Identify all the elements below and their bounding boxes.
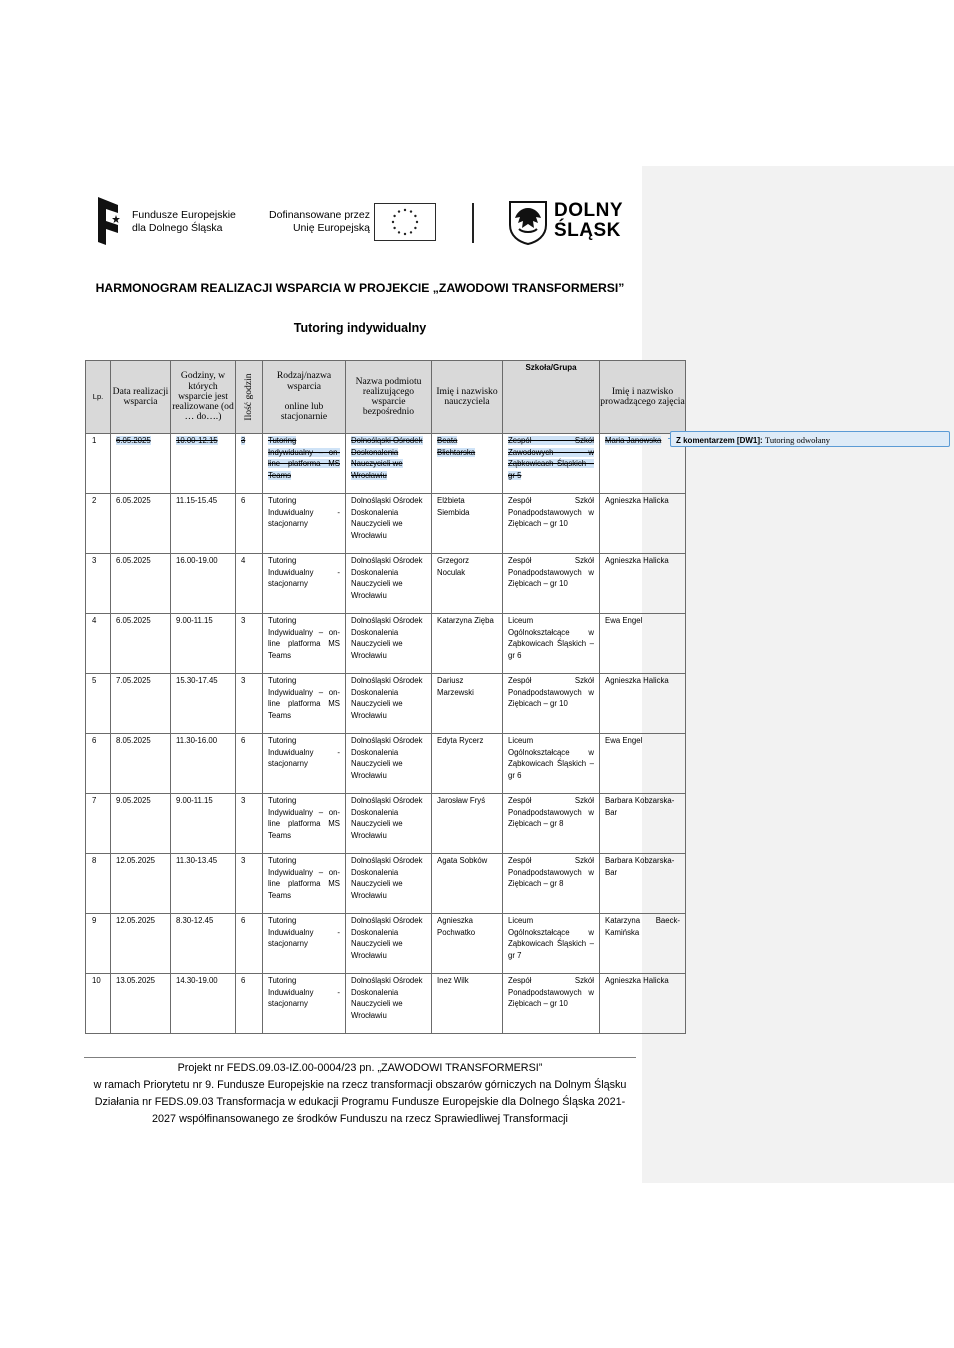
- table-row: [86, 794, 686, 854]
- cell-ilosc: 3: [236, 854, 263, 914]
- cell-nauczyciel: Agata Sobków: [432, 854, 503, 914]
- header-godziny: Godziny, w których wsparcie jest realizowane (od … do….): [171, 361, 236, 434]
- document-title: HARMONOGRAM REALIZACJI WSPARCIA W PROJEKCIE „ZAWODOWI TRANSFORMERSI”: [95, 281, 625, 295]
- table-row: [86, 854, 686, 914]
- cell-rodzaj: Tutoring Induwidualny - stacjonarny: [263, 494, 346, 554]
- cell-lp: 10: [86, 974, 111, 1034]
- table-row: [86, 974, 686, 1034]
- cell-podmiot: Dolnośląski Ośrodek Doskonalenia Nauczycieli we Wrocławiu: [346, 734, 432, 794]
- table-row: [86, 914, 686, 974]
- cell-nauczyciel: Jarosław Fryś: [432, 794, 503, 854]
- cell-data: 6.05.2025: [111, 614, 171, 674]
- cell-szkola: Zespół Szkół Ponadpodstawowych w Ziębicach – gr 8: [503, 794, 600, 854]
- dolny-slask-logo: [508, 199, 638, 247]
- header-nauczyciel: Imię i nazwisko nauczyciela: [432, 361, 503, 434]
- cell-godziny: [171, 434, 236, 494]
- cell-lp: [86, 434, 111, 494]
- cell-ilosc: 3: [236, 794, 263, 854]
- footer-line4: 2027 współfinansowanego ze środków Funduszu na rzecz Sprawiedliwej Transformacji: [152, 1113, 568, 1125]
- cell-ilosc: 3: [236, 614, 263, 674]
- fe-line1: Fundusze Europejskie: [132, 209, 236, 221]
- cell-prowadzacy: Agnieszka Halicka: [600, 974, 686, 1034]
- cell-ilosc: 6: [236, 974, 263, 1034]
- cell-szkola-text: Zespół Szkół Zawodowych w Ząbkowicach Śląskich – gr 5: [508, 436, 594, 480]
- header-data: Data realizacji wsparcia: [111, 361, 171, 434]
- cell-szkola: Zespół Szkół Ponadpodstawowych w Ziębicach – gr 10: [503, 974, 600, 1034]
- document-subtitle: Tutoring indywidualny: [293, 321, 427, 335]
- comment-balloon[interactable]: [670, 431, 950, 447]
- cell-data: 7.05.2025: [111, 674, 171, 734]
- table-row: [86, 674, 686, 734]
- cell-ilosc: 3: [236, 674, 263, 734]
- footer-line3: Działania nr FEDS.09.03 Transformacja w edukacji Programu Fundusze Europejskie dla Dolnego Śląska 2021-: [94, 1096, 626, 1108]
- eu-flag-icon: [374, 203, 436, 241]
- footer-divider: [84, 1057, 636, 1058]
- cell-prowadzacy-text: Maria Janowska: [605, 436, 662, 445]
- cell-lp-text: 1: [92, 436, 97, 445]
- cell-prowadzacy: Agnieszka Halicka: [600, 554, 686, 614]
- schedule-table: [85, 360, 686, 1034]
- cell-ilosc-text: 3: [241, 436, 246, 445]
- cell-lp: 9: [86, 914, 111, 974]
- cell-podmiot: Dolnośląski Ośrodek Doskonalenia Nauczycieli we Wrocławiu: [346, 914, 432, 974]
- cell-data: 8.05.2025: [111, 734, 171, 794]
- header-ilosc: [236, 361, 263, 434]
- cell-godziny: 11.30-16.00: [171, 734, 236, 794]
- cell-rodzaj: Tutoring Induwidualny - stacjonarny: [263, 734, 346, 794]
- cell-podmiot: Dolnośląski Ośrodek Doskonalenia Nauczycieli we Wrocławiu: [346, 614, 432, 674]
- cell-data: 9.05.2025: [111, 794, 171, 854]
- cell-szkola: Liceum Ogólnokształcące w Ząbkowicach Śląskich – gr 7: [503, 914, 600, 974]
- cell-godziny: 11.15-15.45: [171, 494, 236, 554]
- cell-podmiot: Dolnośląski Ośrodek Doskonalenia Nauczycieli we Wrocławiu: [346, 674, 432, 734]
- footer: [84, 1060, 636, 1128]
- eu-line2: Unię Europejską: [292, 222, 370, 234]
- cell-data: 12.05.2025: [111, 854, 171, 914]
- header-rodzaj: Rodzaj/nazwa wsparcia online lub stacjonarnie: [263, 361, 346, 434]
- eu-line1: Dofinansowane przez: [269, 209, 370, 221]
- cell-rodzaj: [263, 434, 346, 494]
- table-row: [86, 554, 686, 614]
- cell-lp: 2: [86, 494, 111, 554]
- cell-nauczyciel: Grzegorz Noculak: [432, 554, 503, 614]
- header-lp: Lp.: [86, 361, 111, 434]
- logo-divider: [472, 203, 474, 243]
- footer-line2: w ramach Priorytetu nr 9. Fundusze Europejskie na rzecz transformacji obszarów górniczych na Dolnym Śląsku: [93, 1079, 627, 1091]
- cell-nauczyciel: Edyta Rycerz: [432, 734, 503, 794]
- header-prowadzacy: Imię i nazwisko prowadzącego zajęcia: [600, 361, 686, 434]
- table-row: [86, 734, 686, 794]
- cell-szkola: Liceum Ogólnokształcące w Ząbkowicach Śląskich – gr 6: [503, 614, 600, 674]
- cell-rodzaj-text: Tutoring Indywidualny – on-line platforma MS Teams: [268, 436, 340, 480]
- cell-rodzaj: Tutoring Indywidualny – on-line platforma MS Teams: [263, 614, 346, 674]
- cell-rodzaj: Tutoring Indywidualny – on-line platforma MS Teams: [263, 674, 346, 734]
- cell-data: 13.05.2025: [111, 974, 171, 1034]
- cell-nauczyciel: Elżbieta Siembida: [432, 494, 503, 554]
- cell-data: [111, 434, 171, 494]
- footer-line1: Projekt nr FEDS.09.03-IZ.00-0004/23 pn. „ZAWODOWI TRANSFORMERSI”: [177, 1062, 543, 1074]
- cell-godziny: 11.30-13.45: [171, 854, 236, 914]
- cell-podmiot: [346, 434, 432, 494]
- cell-szkola: [503, 434, 600, 494]
- eagle-crest-icon: [508, 199, 548, 245]
- cell-lp: 7: [86, 794, 111, 854]
- cell-lp: 3: [86, 554, 111, 614]
- cell-rodzaj: Tutoring Indywidualny – on-line platforma MS Teams: [263, 854, 346, 914]
- fe-flag-icon: [96, 195, 126, 247]
- eu-logo: [262, 203, 436, 243]
- comment-label: Z komentarzem [DW1]:: [676, 436, 763, 445]
- header-podmiot: Nazwa podmiotu realizującego wsparcie bezpośrednio: [346, 361, 432, 434]
- cell-prowadzacy: Ewa Engel: [600, 734, 686, 794]
- cell-lp: 8: [86, 854, 111, 914]
- table-header-row: [86, 361, 686, 434]
- cell-szkola: Zespół Szkół Ponadpodstawowych w Ziębicach – gr 10: [503, 554, 600, 614]
- cell-ilosc: 6: [236, 914, 263, 974]
- cell-godziny: 9.00-11.15: [171, 794, 236, 854]
- cell-prowadzacy: Barbara Kobzarska-Bar: [600, 854, 686, 914]
- cell-lp: 4: [86, 614, 111, 674]
- cell-szkola: Liceum Ogólnokształcące w Ząbkowicach Śląskich – gr 6: [503, 734, 600, 794]
- cell-prowadzacy: Barbara Kobzarska-Bar: [600, 794, 686, 854]
- header-szkola: Szkoła/Grupa: [503, 361, 600, 434]
- cell-szkola: Zespół Szkół Ponadpodstawowych w Ziębicach – gr 8: [503, 854, 600, 914]
- cell-godziny: 16.00-19.00: [171, 554, 236, 614]
- table-row: [86, 614, 686, 674]
- cell-prowadzacy: Agnieszka Halicka: [600, 674, 686, 734]
- cell-godziny: 8.30-12.45: [171, 914, 236, 974]
- cell-prowadzacy: Ewa Engel: [600, 614, 686, 674]
- cell-szkola: Zespół Szkół Ponadpodstawowych w Ziębicach – gr 10: [503, 674, 600, 734]
- cell-prowadzacy: Agnieszka Halicka: [600, 494, 686, 554]
- cell-nauczyciel: [432, 434, 503, 494]
- fe-logo: [96, 195, 256, 247]
- cell-rodzaj: Tutoring Induwidualny - stacjonarny: [263, 914, 346, 974]
- cell-godziny-text: 10.00-12.15: [176, 436, 218, 445]
- cell-rodzaj: Tutoring Induwidualny - stacjonarny: [263, 974, 346, 1034]
- cell-podmiot: Dolnośląski Ośrodek Doskonalenia Nauczycieli we Wrocławiu: [346, 854, 432, 914]
- cell-godziny: 14.30-19.00: [171, 974, 236, 1034]
- cell-nauczyciel-text: Beata Blichtarska: [437, 436, 476, 457]
- comment-text: Tutoring odwołany: [764, 435, 831, 445]
- cell-podmiot: Dolnośląski Ośrodek Doskonalenia Nauczycieli we Wrocławiu: [346, 554, 432, 614]
- cell-prowadzacy: Katarzyna Baeck-Kamińska: [600, 914, 686, 974]
- cell-podmiot-text: Dolnośląski Ośrodek Doskonalenia Nauczycieli we Wrocławiu: [351, 436, 423, 480]
- header-ilosc-text: Ilość godzin: [242, 373, 254, 421]
- cell-lp: 6: [86, 734, 111, 794]
- cell-nauczyciel: Dariusz Marzewski: [432, 674, 503, 734]
- table-row: [86, 434, 686, 494]
- cell-ilosc: 6: [236, 734, 263, 794]
- cell-nauczyciel: Katarzyna Zięba: [432, 614, 503, 674]
- cell-nauczyciel: Agnieszka Pochwatko: [432, 914, 503, 974]
- cell-data: 6.05.2025: [111, 554, 171, 614]
- cell-godziny: 9.00-11.15: [171, 614, 236, 674]
- cell-data-text: 6.05.2025: [116, 436, 151, 445]
- cell-nauczyciel: Inez Wilk: [432, 974, 503, 1034]
- cell-rodzaj: Tutoring Induwidualny - stacjonarny: [263, 554, 346, 614]
- cell-rodzaj: Tutoring Indywidualny – on-line platforma MS Teams: [263, 794, 346, 854]
- cell-podmiot: Dolnośląski Ośrodek Doskonalenia Nauczycieli we Wrocławiu: [346, 494, 432, 554]
- cell-godziny: 15.30-17.45: [171, 674, 236, 734]
- cell-data: 12.05.2025: [111, 914, 171, 974]
- cell-podmiot: Dolnośląski Ośrodek Doskonalenia Nauczycieli we Wrocławiu: [346, 794, 432, 854]
- cell-ilosc: [236, 434, 263, 494]
- cell-lp: 5: [86, 674, 111, 734]
- cell-ilosc: 4: [236, 554, 263, 614]
- fe-line2: dla Dolnego Śląska: [132, 222, 223, 234]
- cell-podmiot: Dolnośląski Ośrodek Doskonalenia Nauczycieli we Wrocławiu: [346, 974, 432, 1034]
- cell-data: 6.05.2025: [111, 494, 171, 554]
- ds-line1: DOLNY: [554, 200, 623, 221]
- ds-line2: ŚLĄSK: [554, 220, 621, 241]
- comments-pane: [642, 166, 954, 1183]
- cell-ilosc: 6: [236, 494, 263, 554]
- table-row: [86, 494, 686, 554]
- cell-szkola: Zespół Szkół Ponadpodstawowych w Ziębicach – gr 10: [503, 494, 600, 554]
- logo-bar: [96, 195, 636, 249]
